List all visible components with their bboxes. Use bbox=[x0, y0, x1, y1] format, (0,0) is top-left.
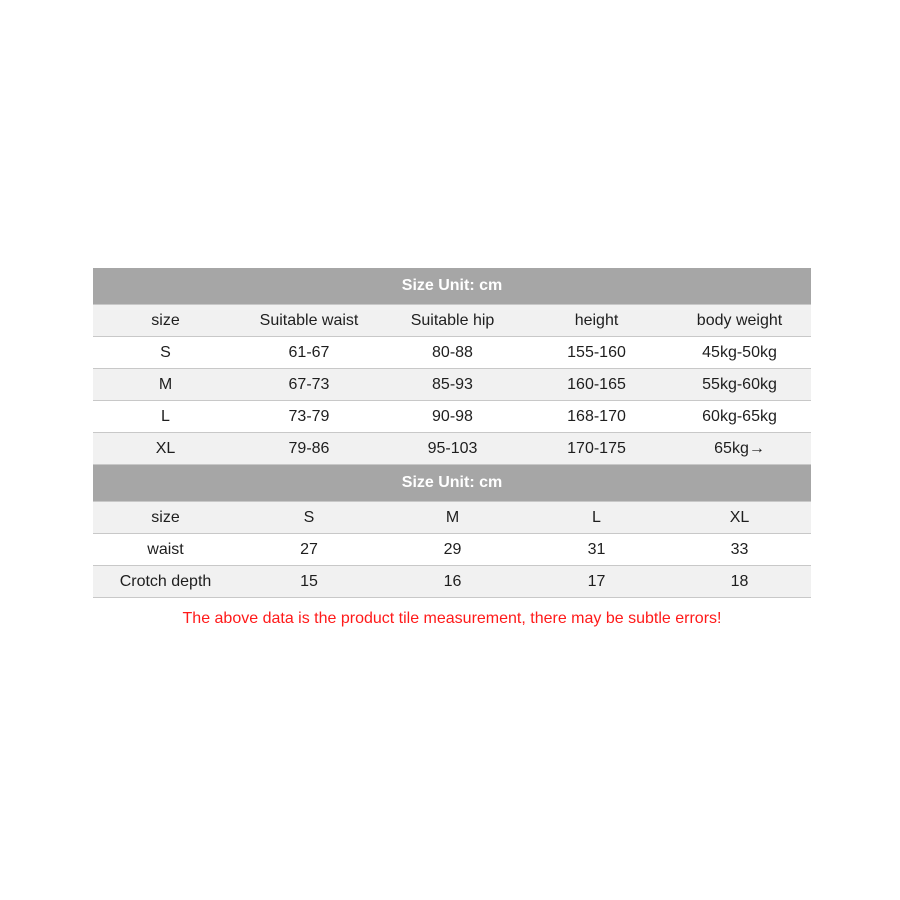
table-row bbox=[93, 369, 811, 401]
column-header: height bbox=[525, 305, 668, 337]
table2-title-row bbox=[93, 465, 811, 502]
table-cell: 80-88 bbox=[380, 337, 525, 369]
table-cell: 61-67 bbox=[238, 337, 380, 369]
column-header: size bbox=[93, 305, 238, 337]
table-cell: 16 bbox=[380, 566, 525, 598]
table-cell: L bbox=[93, 401, 238, 433]
table-row bbox=[93, 433, 811, 465]
column-header: Suitable hip bbox=[380, 305, 525, 337]
table-cell: 67-73 bbox=[238, 369, 380, 401]
table-cell: 31 bbox=[525, 534, 668, 566]
column-header: S bbox=[238, 502, 380, 534]
table-row bbox=[93, 401, 811, 433]
table2-title: Size Unit: cm bbox=[93, 465, 811, 502]
table-cell: 79-86 bbox=[238, 433, 380, 465]
table-row bbox=[93, 337, 811, 369]
size-table bbox=[93, 268, 811, 598]
table-row bbox=[93, 534, 811, 566]
table-cell: 155-160 bbox=[525, 337, 668, 369]
table-cell: 90-98 bbox=[380, 401, 525, 433]
measurement-note: The above data is the product tile measurement, there may be subtle errors! bbox=[182, 610, 722, 627]
table-cell: 95-103 bbox=[380, 433, 525, 465]
table-cell: 18 bbox=[668, 566, 811, 598]
table-cell: XL bbox=[93, 433, 238, 465]
table-cell: 55kg-60kg bbox=[668, 369, 811, 401]
column-header: M bbox=[380, 502, 525, 534]
table-cell: Crotch depth bbox=[93, 566, 238, 598]
table-cell: 160-165 bbox=[525, 369, 668, 401]
table-cell: 73-79 bbox=[238, 401, 380, 433]
size-chart bbox=[93, 268, 811, 628]
table-cell: 85-93 bbox=[380, 369, 525, 401]
table-cell: 60kg-65kg bbox=[668, 401, 811, 433]
table-cell: 27 bbox=[238, 534, 380, 566]
table1-title: Size Unit: cm bbox=[93, 268, 811, 305]
column-header: XL bbox=[668, 502, 811, 534]
table-cell: 45kg-50kg bbox=[668, 337, 811, 369]
table-cell: 29 bbox=[380, 534, 525, 566]
table-cell: 33 bbox=[668, 534, 811, 566]
column-header: size bbox=[93, 502, 238, 534]
table-cell: 17 bbox=[525, 566, 668, 598]
table-cell: 168-170 bbox=[525, 401, 668, 433]
column-header: Suitable waist bbox=[238, 305, 380, 337]
table2-header-row bbox=[93, 502, 811, 534]
table-cell: 170-175 bbox=[525, 433, 668, 465]
table1-header-row bbox=[93, 305, 811, 337]
column-header: L bbox=[525, 502, 668, 534]
table1-title-row bbox=[93, 268, 811, 305]
table-cell: 65kg→ bbox=[668, 433, 811, 465]
table-cell: waist bbox=[93, 534, 238, 566]
table-row bbox=[93, 566, 811, 598]
column-header: body weight bbox=[668, 305, 811, 337]
table-cell: M bbox=[93, 369, 238, 401]
table-cell: S bbox=[93, 337, 238, 369]
table-cell: 15 bbox=[238, 566, 380, 598]
